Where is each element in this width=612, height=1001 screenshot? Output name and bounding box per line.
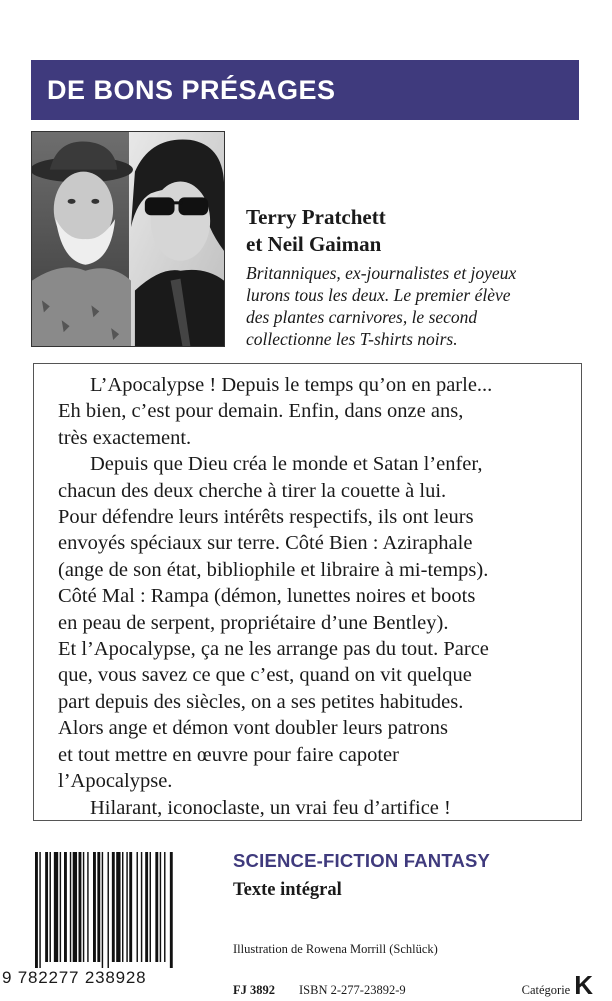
author-line-2: et Neil Gaiman bbox=[246, 232, 382, 256]
barcode-number: 9 782277 238928 bbox=[2, 968, 147, 987]
blurb-line: Alors ange et démon vont doubler leurs patrons bbox=[58, 717, 448, 740]
blurb-line: Depuis que Dieu créa le monde et Satan l’enfer, bbox=[90, 453, 483, 476]
blurb-line: Pour défendre leurs intérêts respectifs, ils ont leurs bbox=[58, 506, 474, 529]
catalog-codes bbox=[233, 970, 593, 1001]
blurb-line: envoyés spéciaux sur terre. Côté Bien : Aziraphale bbox=[58, 532, 473, 555]
bio-line: Britanniques, ex-journalistes et joyeux bbox=[246, 263, 517, 283]
blurb-line: très exactement. bbox=[58, 426, 192, 449]
bio-line: lurons tous les deux. Le premier élève bbox=[246, 285, 511, 305]
blurb-line: l’Apocalypse. bbox=[58, 770, 173, 793]
authors bbox=[246, 204, 591, 258]
blurb-box bbox=[33, 363, 582, 821]
book-title: DE BONS PRÉSAGES bbox=[47, 74, 336, 105]
author-bio bbox=[246, 262, 586, 350]
illustration-credit: Illustration de Rowena Morrill (Schlück) bbox=[233, 942, 438, 956]
integral-label: Texte intégral bbox=[233, 880, 342, 900]
blurb-line: et tout mettre en œuvre pour faire capoter bbox=[58, 743, 399, 766]
barcode-image bbox=[33, 852, 221, 968]
isbn: ISBN 2-277-23892-9 bbox=[299, 983, 406, 997]
bio-line: collectionne les T-shirts noirs. bbox=[246, 329, 458, 349]
categorie-letter: K bbox=[574, 970, 593, 1000]
blurb-line: que, vous savez ce que c’est, quand on vit quelque bbox=[58, 664, 472, 687]
fj-code: FJ 3892 bbox=[233, 983, 276, 997]
categorie bbox=[522, 970, 593, 1001]
categorie-label: Catégorie bbox=[521, 983, 571, 997]
blurb-line: part depuis des siècles, on a ses petites habitudes. bbox=[58, 690, 464, 713]
author-photo bbox=[31, 131, 225, 347]
blurb-line: Et l’Apocalypse, ça ne les arrange pas du tout. Parce bbox=[58, 638, 489, 661]
author-line-1: Terry Pratchett bbox=[246, 205, 386, 229]
blurb-line: Hilarant, iconoclaste, un vrai feu d’artifice ! bbox=[90, 796, 451, 819]
title-banner bbox=[31, 60, 579, 120]
genre-label: SCIENCE-FICTION FANTASY bbox=[233, 850, 491, 871]
blurb-line: Côté Mal : Rampa (démon, lunettes noires et boots bbox=[58, 585, 476, 608]
bio-line: des plantes carnivores, le second bbox=[246, 307, 478, 327]
blurb-line: Eh bien, c’est pour demain. Enfin, dans onze ans, bbox=[58, 400, 464, 423]
blurb-line: chacun des deux cherche à tirer la couette à lui. bbox=[58, 479, 447, 502]
blurb-line: L’Apocalypse ! Depuis le temps qu’on en parle... bbox=[90, 374, 493, 396]
barcode bbox=[33, 852, 221, 968]
blurb-line: (ange de son état, bibliophile et libraire à mi-temps). bbox=[58, 558, 489, 581]
blurb-line: en peau de serpent, propriétaire d’une Bentley). bbox=[58, 611, 449, 634]
